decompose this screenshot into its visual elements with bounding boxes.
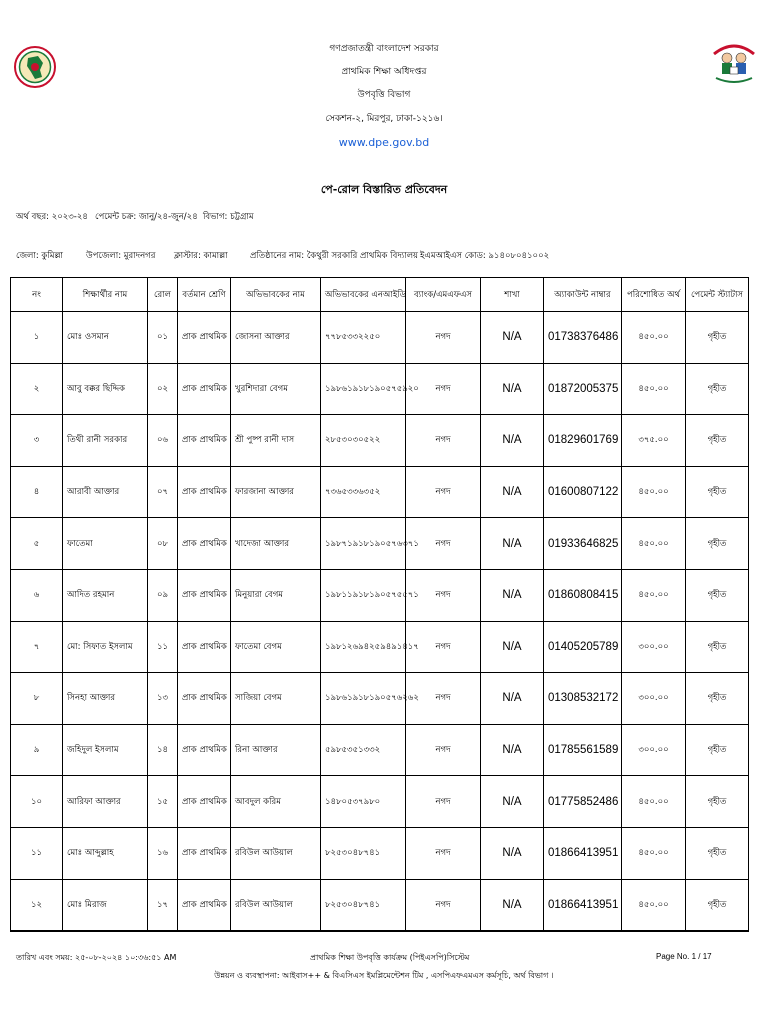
cell-student-name: সিনহা আক্তার	[63, 673, 148, 725]
table-row	[11, 673, 749, 725]
cell-roll: ০২	[148, 363, 178, 415]
cell-guardian-nid: ৭৭৮৫৩৩২২৫০	[321, 312, 406, 364]
cell-account-number: 01933646825	[544, 518, 622, 570]
table-row	[11, 569, 749, 621]
cell-account-number: 01866413951	[544, 879, 622, 931]
col-header-student-name: শিক্ষার্থীর নাম	[63, 278, 148, 312]
website-link[interactable]: www.dpe.gov.bd	[338, 136, 430, 149]
payroll-table	[10, 277, 749, 932]
cell-roll: ১৭	[148, 879, 178, 931]
cell-paid-amount: ৪৫০.০০	[622, 363, 686, 415]
report-datetime: তারিখ এবং সময়: ২৫-০৮-২০২৪ ১০:৩৬:৫১ AM	[16, 953, 177, 962]
payment-cycle: পেমেন্ট চক্র: জানু/২৪-জুন/২৪	[95, 212, 198, 222]
cell-account-number: 01738376486	[544, 312, 622, 364]
cell-guardian-nid: ১৯৮১২৬৯৪২৫৯৪৯১৪১৭	[321, 621, 406, 673]
cell-class: প্রাক প্রাথমিক	[178, 879, 231, 931]
cell-roll: ১৫	[148, 776, 178, 828]
cell-sl: ১২	[11, 879, 63, 931]
cell-guardian-name: রবিউল আউয়াল	[231, 879, 321, 931]
table-row	[11, 466, 749, 518]
office-address: সেকশন-২, মিরপুর, ঢাকা-১২১৬।	[325, 114, 443, 124]
cell-class: প্রাক প্রাথমিক	[178, 518, 231, 570]
cell-class: প্রাক প্রাথমিক	[178, 673, 231, 725]
cell-payment-status: গৃহীত	[686, 673, 749, 725]
cell-sl: ১	[11, 312, 63, 364]
cell-bank-mfs: নগদ	[406, 621, 481, 673]
cell-payment-status: গৃহীত	[686, 518, 749, 570]
table-row	[11, 724, 749, 776]
cell-guardian-name: সাজিয়া বেগম	[231, 673, 321, 725]
division: বিভাগ: চট্টগ্রাম	[203, 212, 254, 222]
cell-roll: ১১	[148, 621, 178, 673]
cell-guardian-nid: ১৯৮৬১৯১৮১৯০৫৭৬২৬২	[321, 673, 406, 725]
cell-roll: ০১	[148, 312, 178, 364]
cell-student-name: মোঃ মিরাজ	[63, 879, 148, 931]
cell-paid-amount: ৩৭৫.০০	[622, 415, 686, 467]
cell-guardian-nid: ১৯৮৬১৯১৮১৯০৫৭৫৯২০	[321, 363, 406, 415]
cell-paid-amount: ৪৫০.০০	[622, 776, 686, 828]
cell-account-number: 01866413951	[544, 827, 622, 879]
cell-paid-amount: ৩০০.০০	[622, 724, 686, 776]
cell-payment-status: গৃহীত	[686, 827, 749, 879]
developer-credit: উন্নয়ন ও ব্যবস্থাপনা: আইবাস++ & বিএসিএস ইমপ্লিমেন্টেশন টিম , এসপিএফএমএস কর্মসূচি, অর্থ বিভাগ ।	[214, 971, 554, 980]
cell-guardian-nid: ৭৩৬৫৩৩৬৩৫২	[321, 466, 406, 518]
cell-payment-status: গৃহীত	[686, 363, 749, 415]
cell-account-number: 01405205789	[544, 621, 622, 673]
cell-roll: ১৪	[148, 724, 178, 776]
cell-sl: ৯	[11, 724, 63, 776]
cell-paid-amount: ৪৫০.০০	[622, 879, 686, 931]
cell-student-name: তিথী রানী সরকার	[63, 415, 148, 467]
cell-roll: ০৭	[148, 466, 178, 518]
cell-branch: N/A	[481, 363, 544, 415]
cell-payment-status: গৃহীত	[686, 776, 749, 828]
cell-guardian-name: আবদুল করিম	[231, 776, 321, 828]
cluster: ক্লাস্টার: কামাল্লা	[174, 251, 228, 261]
cell-account-number: 01860808415	[544, 569, 622, 621]
cell-payment-status: গৃহীত	[686, 879, 749, 931]
table-row	[11, 312, 749, 364]
report-title: পে-রোল বিস্তারিত প্রতিবেদন	[320, 183, 448, 196]
cell-account-number: 01600807122	[544, 466, 622, 518]
cell-payment-status: গৃহীত	[686, 466, 749, 518]
col-header-guardian-nid: অভিভাবকের এনআইডি	[321, 278, 406, 312]
cell-guardian-name: রবিউল আউয়াল	[231, 827, 321, 879]
cell-branch: N/A	[481, 415, 544, 467]
cell-student-name: মোঃ আব্দুল্লাহ	[63, 827, 148, 879]
cell-sl: ৩	[11, 415, 63, 467]
cell-account-number: 01829601769	[544, 415, 622, 467]
cell-student-name: ফাতেমা	[63, 518, 148, 570]
col-header-guardian-name: অভিভাবকের নাম	[231, 278, 321, 312]
cell-bank-mfs: নগদ	[406, 724, 481, 776]
cell-class: প্রাক প্রাথমিক	[178, 415, 231, 467]
cell-branch: N/A	[481, 518, 544, 570]
cell-branch: N/A	[481, 879, 544, 931]
cell-paid-amount: ৪৫০.০০	[622, 569, 686, 621]
cell-branch: N/A	[481, 466, 544, 518]
cell-paid-amount: ৪৫০.০০	[622, 827, 686, 879]
cell-sl: ৫	[11, 518, 63, 570]
cell-sl: ১০	[11, 776, 63, 828]
cell-student-name: আরিফা আক্তার	[63, 776, 148, 828]
cell-payment-status: গৃহীত	[686, 415, 749, 467]
col-header-roll: রোল	[148, 278, 178, 312]
cell-student-name: আবু বক্কর ছিদ্দিক	[63, 363, 148, 415]
cell-guardian-nid: ৮২৫৩০৪৮৭৪১	[321, 879, 406, 931]
cell-guardian-name: জোসনা আক্তার	[231, 312, 321, 364]
cell-guardian-nid: ৫৯৮৫৩৫১৩৩২	[321, 724, 406, 776]
cell-bank-mfs: নগদ	[406, 673, 481, 725]
institution-name: প্রতিষ্ঠানের নাম: কৈথুরী সরকারি প্রাথমিক বিদ্যালয়	[250, 251, 419, 261]
table-row	[11, 776, 749, 828]
cell-payment-status: গৃহীত	[686, 621, 749, 673]
cell-guardian-name: খাদেজা আক্তার	[231, 518, 321, 570]
cell-bank-mfs: নগদ	[406, 776, 481, 828]
cell-guardian-name: রিনা আক্তার	[231, 724, 321, 776]
cell-student-name: আদিত রহমান	[63, 569, 148, 621]
cell-payment-status: গৃহীত	[686, 569, 749, 621]
col-header-sl: নং	[11, 278, 63, 312]
cell-guardian-name: খুরশিদারা বেগম	[231, 363, 321, 415]
cell-branch: N/A	[481, 312, 544, 364]
cell-branch: N/A	[481, 776, 544, 828]
cell-student-name: জহিদুল ইসলাম	[63, 724, 148, 776]
col-header-paid-amount: পরিশোধিত অর্থ	[622, 278, 686, 312]
cell-paid-amount: ৩০০.০০	[622, 621, 686, 673]
cell-payment-status: গৃহীত	[686, 724, 749, 776]
cell-bank-mfs: নগদ	[406, 466, 481, 518]
cell-class: প্রাক প্রাথমিক	[178, 776, 231, 828]
cell-sl: ২	[11, 363, 63, 415]
col-header-class: বর্তমান শ্রেণি	[178, 278, 231, 312]
fiscal-year: অর্থ বছর: ২০২৩-২৪	[16, 212, 88, 222]
cell-branch: N/A	[481, 621, 544, 673]
directorate-name: প্রাথমিক শিক্ষা অধিদপ্তর	[341, 67, 427, 77]
cell-class: প্রাক প্রাথমিক	[178, 466, 231, 518]
district: জেলা: কুমিল্লা	[16, 251, 64, 261]
cell-guardian-name: ফারজানা আক্তার	[231, 466, 321, 518]
col-header-account-number: অ্যাকাউন্ট নাম্বার	[544, 278, 622, 312]
cell-branch: N/A	[481, 673, 544, 725]
cell-bank-mfs: নগদ	[406, 827, 481, 879]
cell-bank-mfs: নগদ	[406, 518, 481, 570]
cell-bank-mfs: নগদ	[406, 363, 481, 415]
cell-class: প্রাক প্রাথমিক	[178, 363, 231, 415]
cell-guardian-nid: ৮২৫৩০৪৮৭৪১	[321, 827, 406, 879]
cell-guardian-nid: ২৮৫৩০৩০৫২২	[321, 415, 406, 467]
cell-roll: ০৮	[148, 518, 178, 570]
cell-bank-mfs: নগদ	[406, 415, 481, 467]
cell-guardian-nid: ১৯৮১১৯১৮১৯০৫৭৫৫৭১	[321, 569, 406, 621]
col-header-payment-status: পেমেন্ট স্ট্যাটাস	[686, 278, 749, 312]
cell-sl: ৭	[11, 621, 63, 673]
cell-branch: N/A	[481, 724, 544, 776]
cell-roll: ১৩	[148, 673, 178, 725]
col-header-bank-mfs: ব্যাংক/এমএফএস	[406, 278, 481, 312]
cell-roll: ০৯	[148, 569, 178, 621]
cell-sl: ৮	[11, 673, 63, 725]
cell-guardian-nid: ১৯৮৭১৯১৮১৯০৫৭৬৩৭১	[321, 518, 406, 570]
govt-name: গণপ্রজাতন্ত্রী বাংলাদেশ সরকার	[329, 44, 439, 54]
upazila: উপজেলা: মুরাদনগর	[86, 251, 156, 261]
cell-sl: ১১	[11, 827, 63, 879]
cell-student-name: মো: সিফাত ইসলাম	[63, 621, 148, 673]
cell-student-name: আরাবী আক্তার	[63, 466, 148, 518]
cell-paid-amount: ৩০০.০০	[622, 673, 686, 725]
program-name: প্রাথমিক শিক্ষা উপবৃত্তি কার্যক্রম (পিইএসপি)সিস্টেম	[310, 953, 470, 962]
cell-account-number: 01308532172	[544, 673, 622, 725]
cell-bank-mfs: নগদ	[406, 312, 481, 364]
table-row	[11, 518, 749, 570]
cell-sl: ৬	[11, 569, 63, 621]
cell-class: প্রাক প্রাথমিক	[178, 312, 231, 364]
cell-roll: ০৬	[148, 415, 178, 467]
cell-sl: ৪	[11, 466, 63, 518]
page-number: Page No. 1 / 17	[656, 952, 712, 961]
cell-branch: N/A	[481, 827, 544, 879]
department-name: উপবৃত্তি বিভাগ	[357, 90, 411, 100]
cell-bank-mfs: নগদ	[406, 569, 481, 621]
table-row	[11, 363, 749, 415]
cell-guardian-name: শ্রী পুষ্প রানী দাস	[231, 415, 321, 467]
cell-guardian-name: মিনুয়ারা বেগম	[231, 569, 321, 621]
emis-code: ইএমআইএস কোড: ৯১৪০৮০৪১০০২	[420, 251, 550, 261]
cell-bank-mfs: নগদ	[406, 879, 481, 931]
cell-class: প্রাক প্রাথমিক	[178, 827, 231, 879]
col-header-branch: শাখা	[481, 278, 544, 312]
cell-student-name: মোঃ ওসমান	[63, 312, 148, 364]
cell-guardian-nid: ১৪৮০৫৩৭৯৮০	[321, 776, 406, 828]
cell-account-number: 01785561589	[544, 724, 622, 776]
cell-paid-amount: ৪৫০.০০	[622, 312, 686, 364]
cell-class: প্রাক প্রাথমিক	[178, 569, 231, 621]
cell-account-number: 01872005375	[544, 363, 622, 415]
cell-guardian-name: ফাতেমা বেগম	[231, 621, 321, 673]
cell-class: প্রাক প্রাথমিক	[178, 724, 231, 776]
table-header-row	[11, 278, 749, 312]
cell-class: প্রাক প্রাথমিক	[178, 621, 231, 673]
table-row	[11, 879, 749, 931]
cell-account-number: 01775852486	[544, 776, 622, 828]
cell-payment-status: গৃহীত	[686, 312, 749, 364]
cell-roll: ১৬	[148, 827, 178, 879]
cell-paid-amount: ৪৫০.০০	[622, 518, 686, 570]
table-row	[11, 415, 749, 467]
cell-paid-amount: ৪৫০.০০	[622, 466, 686, 518]
cell-branch: N/A	[481, 569, 544, 621]
table-row	[11, 621, 749, 673]
table-row	[11, 827, 749, 879]
